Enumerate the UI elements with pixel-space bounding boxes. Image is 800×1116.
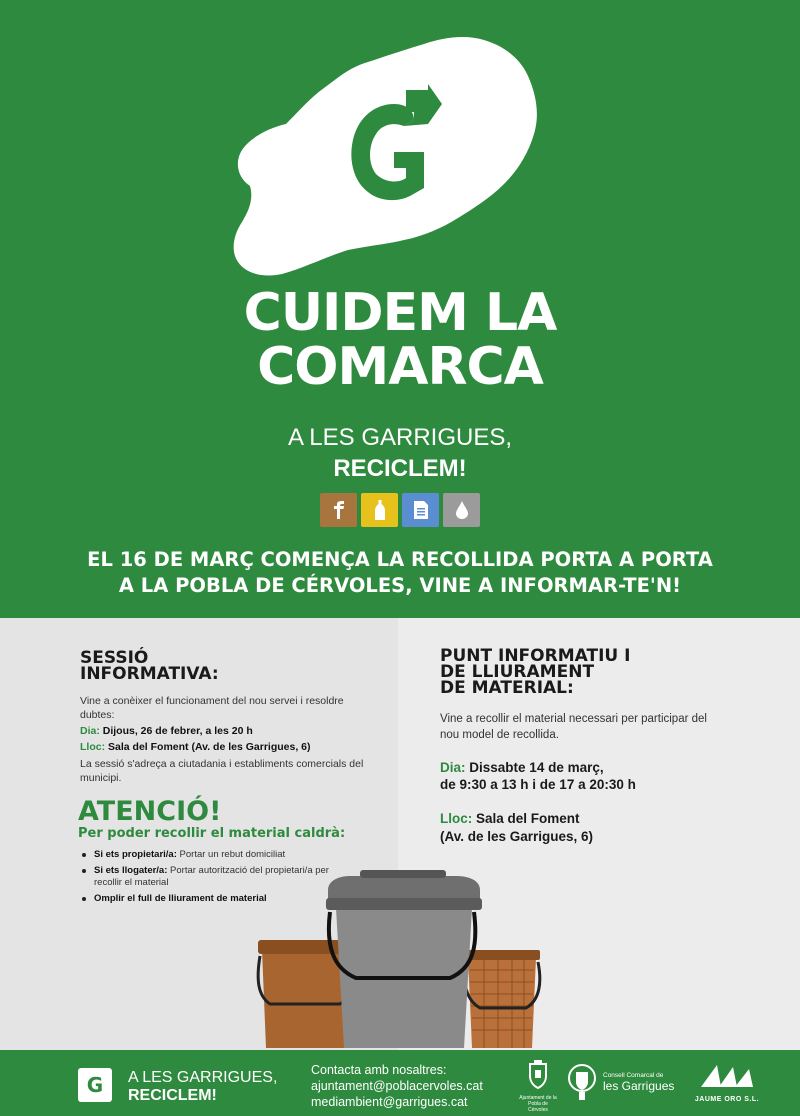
- point-hours: de 9:30 a 13 h i de 17 a 20:30 h: [440, 777, 636, 792]
- paper-icon: [402, 493, 439, 527]
- bin-icons-row: [320, 493, 480, 527]
- attention-subtitle: Per poder recollir el material caldrà:: [78, 826, 346, 841]
- organic-f-icon: [320, 493, 357, 527]
- session-place: Lloc: Sala del Foment (Av. de les Garrigues, 6): [80, 741, 311, 753]
- buckets-illustration: [250, 870, 550, 1050]
- company-sails-icon: [697, 1063, 757, 1089]
- footer-contact: [311, 1062, 483, 1110]
- point-place: Lloc: Sala del Foment: [440, 811, 580, 826]
- session-heading: SESSIÓ INFORMATIVA:: [80, 648, 219, 684]
- announcement-line-1: EL 16 DE MARÇ COMENÇA LA RECOLLIDA PORTA A PORTA: [87, 548, 713, 571]
- title-line-2: COMARCA: [257, 337, 543, 397]
- session-intro: Vine a conèixer el funcionament del nou servei i resoldre dubtes:: [80, 695, 344, 721]
- list-item: Si ets propietari/a: Portar un rebut domiciliat: [80, 849, 350, 861]
- point-address: (Av. de les Garrigues, 6): [440, 829, 594, 844]
- consell-comarcal-logo: Consell Comarcal de les Garrigues: [603, 1072, 675, 1093]
- footer-tagline-2: RECICLEM!: [128, 1087, 217, 1104]
- attention-title: ATENCIÓ!: [78, 796, 222, 827]
- drop-icon: [443, 493, 480, 527]
- ajuntament-logo: Ajuntament de la Pobla de Cérvoles: [518, 1060, 558, 1113]
- title-line-1: CUIDEM LA: [243, 283, 557, 343]
- session-date: Dia: Dijous, 26 de febrer, a les 20 h: [80, 725, 253, 737]
- region-map-logo-icon: [228, 28, 548, 283]
- email-link-2[interactable]: mediambient@garrigues.cat: [311, 1095, 468, 1109]
- list-item: Si ets llogater/a: Portar autorització del propietari/a per recollir el material: [80, 865, 350, 889]
- point-intro: Vine a recollir el material necessari per participar del nou model de recollida.: [440, 713, 707, 741]
- contact-label: Contacta amb nosaltres:: [311, 1063, 447, 1077]
- jaume-oro-logo: JAUME ORO S.L.: [692, 1063, 762, 1103]
- coat-of-arms-icon: [518, 1060, 558, 1090]
- point-date: Dia: Dissabte 14 de març,: [440, 760, 604, 775]
- email-link-1[interactable]: ajuntament@poblacervoles.cat: [311, 1079, 483, 1093]
- grey-bin-middle: [326, 870, 482, 1048]
- announcement-line-2: A LA POBLA DE CÉRVOLES, VINE A INFORMAR-TE'N!: [118, 574, 682, 597]
- bottle-icon: [361, 493, 398, 527]
- footer-logo-icon: G: [78, 1068, 112, 1102]
- tagline-line-1: A LES GARRIGUES,: [287, 424, 513, 451]
- tagline-line-2: RECICLEM!: [333, 455, 467, 482]
- point-heading: PUNT INFORMATIU I DE LLIURAMENT DE MATERIAL:: [440, 646, 631, 698]
- footer-tagline-1: A LES GARRIGUES,: [128, 1069, 278, 1086]
- list-item: Omplir el full de lliurament de material: [80, 893, 350, 905]
- basket-right: [464, 950, 540, 1048]
- session-note: La sessió s'adreça a ciutadania i establiments comercials del municipi.: [80, 758, 364, 784]
- consell-emblem-icon: [566, 1062, 598, 1102]
